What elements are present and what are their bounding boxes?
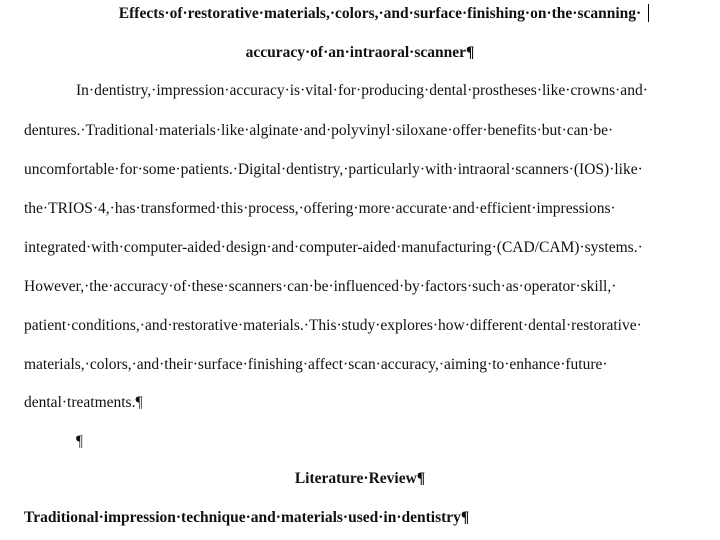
- paragraph-line-3: uncomfortable·for·some·patients.·Digital·dentistry,·particularly·with·intraoral·scanners·(IOS)·like·: [24, 161, 643, 178]
- paragraph-line-8: materials,·colors,·and·their·surface·finishing·affect·scan·accuracy,·aiming·to·enhance·future·: [24, 356, 608, 373]
- paragraph-line-4: the·TRIOS·4,·has·transformed·this·process,·offering·more·accurate·and·efficient·impressions·: [24, 200, 616, 217]
- paragraph-line-2: dentures.·Traditional·materials·like·alginate·and·polyvinyl·siloxane·offer·benefits·but·can·be·: [24, 122, 614, 139]
- paragraph-line-7: patient·conditions,·and·restorative·materials.·This·study·explores·how·different·dental·restorative·: [24, 317, 642, 334]
- paragraph-line-5: integrated·with·computer-aided·design·and·computer-aided·manufacturing·(CAD/CAM)·systems.·: [24, 239, 643, 256]
- empty-paragraph-mark: ¶: [76, 433, 84, 450]
- paragraph-line-6: However,·the·accuracy·of·these·scanners·can·be·influenced·by·factors·such·as·operator·skill,·: [24, 278, 617, 295]
- text-cursor: [648, 4, 649, 22]
- section-heading: Literature·Review¶: [294, 470, 426, 487]
- document-title-line-2: accuracy·of·an·intraoral·scanner¶: [245, 44, 475, 61]
- subsection-heading: Traditional·impression·technique·and·materials·used·in·dentistry¶: [24, 509, 470, 526]
- document-title-line-1: Effects·of·restorative·materials,·colors,·and·surface·finishing·on·the·scanning·: [118, 5, 642, 22]
- paragraph-line-9: dental·treatments.¶: [24, 394, 143, 411]
- paragraph-line-1: In·dentistry,·impression·accuracy·is·vital·for·producing·dental·prostheses·like·crowns·and·: [76, 82, 648, 99]
